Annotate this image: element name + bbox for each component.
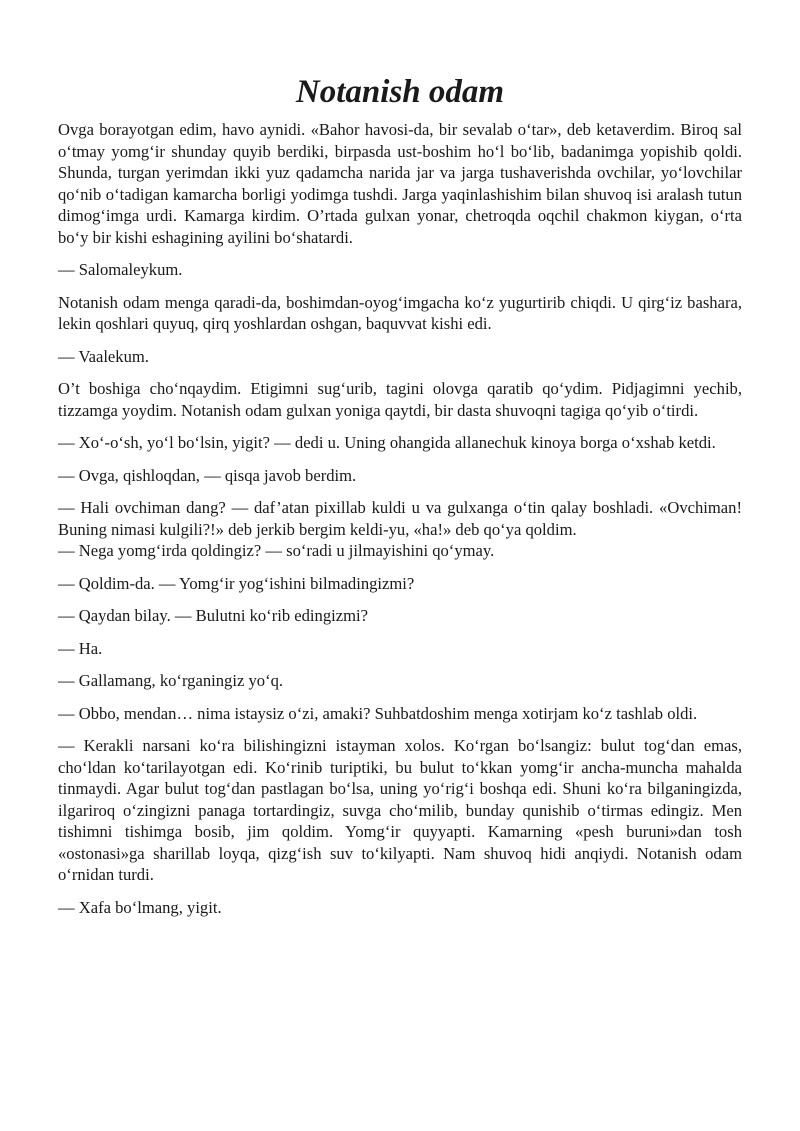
- document-title: Notanish odam: [295, 74, 505, 110]
- dialogue-line: — Qoldim-da. — Yomg‘ir yog‘ishini bilmadingizmi?: [58, 573, 415, 593]
- dialogue-line: — Salomaleykum.: [58, 260, 183, 279]
- dialogue-line: — Qaydan bilay. — Bulutni ko‘rib edingizmi?: [58, 606, 368, 625]
- dialogue-line: — Gallamang, ko‘rganingiz yo‘q.: [58, 671, 284, 690]
- dialogue-line: — Xo‘-o‘sh, yo‘l bo‘lsin, yigit? — dedi u. Uning ohangida allanechuk kinoya borga o‘xshab ketdi.: [58, 433, 716, 452]
- paragraph: O’t boshiga cho‘nqaydim. Etigimni sug‘urib, tagini olovga qaratib qo‘ydim. Pidjagimni yechib, tizzamga yoydim. Notanish odam gulxan yoniga qaytdi, bir dasta shuvoqni tagiga qo‘yib o‘tirdi.: [58, 379, 742, 420]
- dialogue-line: — Kerakli narsani ko‘ra bilishingizni istayman xolos. Ko‘rgan bo‘lsangiz: bulut tog‘dan emas, cho‘ldan ko‘tarilayotgan edi. Ko‘rinib turiptiki, bu bulut to‘kkan yomg‘ir ancha-muncha mahalda tinmaydi. Agar bulut tog‘dan pastlagan bo‘lsa, uning yo‘rig‘i boshqa edi. Shuni ko‘ra bilganingizda, ilgariroq o‘zingizni panaga tortardingiz, suvga cho‘milib, bunday qunishib o‘tirmas edingiz. Men tishimni tishimga bosib, jim qoldim. Yomg‘ir quyyapti. Kamarning «pesh buruni»dan tosh «ostonasi»ga sharillab loyqa, qizg‘ish suv to‘kilyapti. Nam shuvoq hidi anqiydi. Notanish odam o‘rnidan turdi.: [58, 736, 742, 884]
- dialogue-line: — Hali ovchiman dang? — daf’atan pixillab kuldi u va gulxanga o‘tin qalay boshladi. «Ovchiman! Buning nimasi kulgili?!» deb jerkib bergim keldi-yu, «ha!» deb qo‘ya qoldim.: [58, 498, 742, 539]
- paragraph: Notanish odam menga qaradi-da, boshimdan-oyog‘imgacha ko‘z yugurtirib chiqdi. U qirg‘iz bashara, lekin qoshlari quyuq, qirq yoshlardan oshgan, baquvvat kishi edi.: [58, 292, 742, 333]
- dialogue-line: — Ovga, qishloqdan, — qisqa javob berdim.: [58, 465, 357, 485]
- dialogue-line: — Obbo, mendan… nima istaysiz o‘zi, amaki? Suhbatdoshim menga xotirjam ko‘z tashlab oldi.: [58, 703, 698, 723]
- dialogue-line: — Vaalekum.: [58, 346, 149, 366]
- dialogue-line: — Xafa bo‘lmang, yigit.: [58, 897, 222, 917]
- dialogue-line: — Ha.: [58, 638, 103, 658]
- paragraph: Ovga borayotgan edim, havo aynidi. «Bahor havosi-da, bir sevalab o‘tar», deb ketaverdim. Biroq sal o‘tmay yomg‘ir shunday quyib berdiki, birpasda ust-boshim ho‘l bo‘lib, badanimga yopishib qoldi. Shunda, turgan yerimdan ikki yuz qadamcha narida jar va jarga tushaverishda ovchilar, yo‘lovchilar qo‘nib o‘tadigan kamarcha borligi yodimga tushdi. Jarga yaqinlashishim bilan shuvoq isi aralash tutun dimog‘imga urdi. Kamarga kirdim. O’rtada gulxan yonar, chetroqda oqchil chakmon kiygan, o‘rta bo‘y bir kishi eshagining ayilini bo‘shatardi.: [58, 120, 742, 247]
- document-page: [58, 72, 742, 929]
- dialogue-line: — Nega yomg‘irda qoldingiz? — so‘radi u jilmayishini qo‘ymay.: [58, 541, 495, 560]
